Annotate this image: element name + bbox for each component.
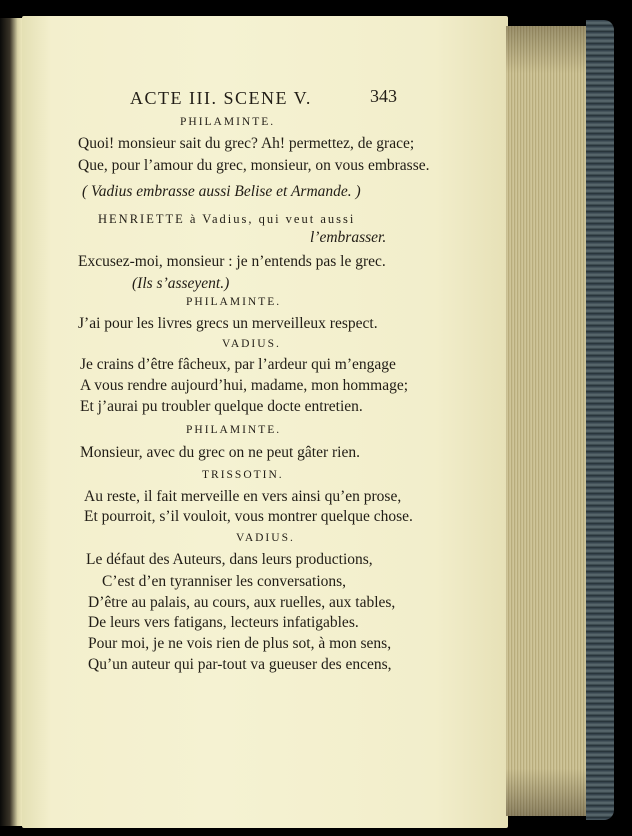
speaker-name: PHILAMINTE. <box>186 296 282 308</box>
running-header: ACTE III. SCENE V. <box>130 88 312 108</box>
stage-direction: (Ils s’asseyent.) <box>132 275 230 292</box>
verse-line: Monsieur, avec du grec on ne peut gâter rien. <box>80 444 360 461</box>
speaker-name: PHILAMINTE. <box>186 424 282 436</box>
speaker-name: TRISSOTIN. <box>202 469 284 481</box>
book-gutter-shadow <box>0 18 22 826</box>
verse-line: Pour moi, je ne vois rien de plus sot, à mon sens, <box>88 635 392 652</box>
stage-direction: ( Vadius embrasse aussi Belise et Armande. ) <box>82 183 361 200</box>
verse-line: Et pourroit, s’il vouloit, vous montrer quelque chose. <box>84 508 413 525</box>
verse-line: De leurs vers fatigans, lecteurs infatigables. <box>88 614 359 631</box>
speaker-name: PHILAMINTE. <box>180 116 276 128</box>
speaker-direction: HENRIETTE à Vadius, qui veut aussi <box>98 212 356 226</box>
verse-line: Au reste, il fait merveille en vers ainsi qu’en prose, <box>84 488 402 505</box>
page-block-edge <box>506 26 592 816</box>
speaker-name: VADIUS. <box>236 532 295 544</box>
verse-line: Et j’aurai pu troubler quelque docte entretien. <box>80 398 363 415</box>
verse-line: Qu’un auteur qui par-tout va gueuser des encens, <box>88 656 392 673</box>
verse-line: Quoi! monsieur sait du grec? Ah! permettez, de grace; <box>78 135 415 152</box>
verse-line: C’est d’en tyranniser les conversations, <box>102 573 347 590</box>
verse-line: Je crains d’être fâcheux, par l’ardeur qui m’engage <box>80 356 396 373</box>
speaker-name: VADIUS. <box>222 338 281 350</box>
book-cover-spine <box>586 20 614 820</box>
verse-line: J’ai pour les livres grecs un merveilleux respect. <box>78 315 378 332</box>
stage-direction: l’embrasser. <box>310 229 387 246</box>
page-number: 343 <box>370 86 397 106</box>
verse-line: Excusez-moi, monsieur : je n’entends pas le grec. <box>78 253 386 270</box>
verse-line: Que, pour l’amour du grec, monsieur, on vous embrasse. <box>78 157 430 174</box>
verse-line: D’être au palais, au cours, aux ruelles, aux tables, <box>88 594 396 611</box>
verse-line: A vous rendre aujourd’hui, madame, mon hommage; <box>80 377 409 394</box>
verse-line: Le défaut des Auteurs, dans leurs productions, <box>86 551 373 568</box>
